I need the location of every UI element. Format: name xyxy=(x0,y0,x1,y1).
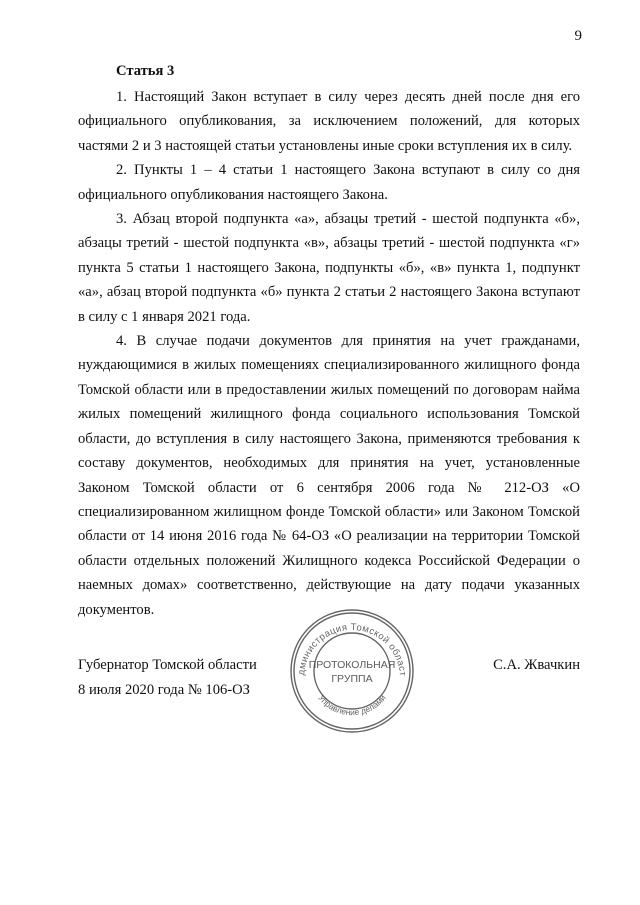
signatory-position: Губернатор Томской области xyxy=(78,657,257,673)
stamp-inner-line-1: ПРОТОКОЛЬНАЯ xyxy=(308,659,396,671)
article-body xyxy=(78,61,580,622)
stamp-outer-text: дминистрация Томской област xyxy=(296,621,409,677)
article-paragraph-3: 3. Абзац второй подпункта «а», абзацы третий - шестой подпункта «б», абзацы третий - шестой подпункта «в», абзацы третий - шестой подпункта «г» пункта 5 статьи 1 настоящего Закона, подпункты «б», «в» пункта 1, подпункт «а», абзац второй подпункта «б» пункта 2 статьи 2 настоящего Закона вступают в силу с 1 января 2021 года. xyxy=(78,211,580,325)
official-stamp xyxy=(287,606,417,736)
article-paragraph-2: 2. Пункты 1 – 4 статьи 1 настоящего Закона вступают в силу со дня официального опубликования настоящего Закона. xyxy=(78,162,580,203)
law-date-number: 8 июля 2020 года № 106-ОЗ xyxy=(78,682,250,698)
article-title: Статья 3 xyxy=(116,63,175,79)
stamp-inner-line-2: ГРУППА xyxy=(331,673,373,685)
article-paragraph-1: 1. Настоящий Закон вступает в силу через десять дней после дня его официального опубликования, за исключением положений, для которых частями 2 и 3 настоящей статьи установлены иные сроки вступления их в силу. xyxy=(78,89,580,154)
article-paragraph-4: 4. В случае подачи документов для принятия на учет гражданами, нуждающимися в жилых помещениях специализированного жилищного фонда Томской области или в предоставлении жилых помещений по договорам найма жилых помещений жилищного фонда социального использования Томской области, до вступления в силу настоящего Закона, применяются требования к составу документов, необходимых для принятия на учет, установленные Законом Томской области от 6 сентября 2006 года № 212-ОЗ «О специализированном жилищном фонде Томской области» или Законом Томской области от 14 июня 2016 года № 64-ОЗ «О реализации на территории Томской области отдельных положений Жилищного кодекса Российской Федерации о наемных домах» соответственно, действующие на дату подачи указанных документов. xyxy=(78,333,580,618)
stamp-graphic xyxy=(287,606,417,736)
stamp-bottom-text: Управление делами xyxy=(316,692,388,718)
signatory-name: С.А. Жвачкин xyxy=(493,657,580,673)
svg-text:Управление делами xyxy=(316,693,388,718)
page-number: 9 xyxy=(574,28,582,44)
